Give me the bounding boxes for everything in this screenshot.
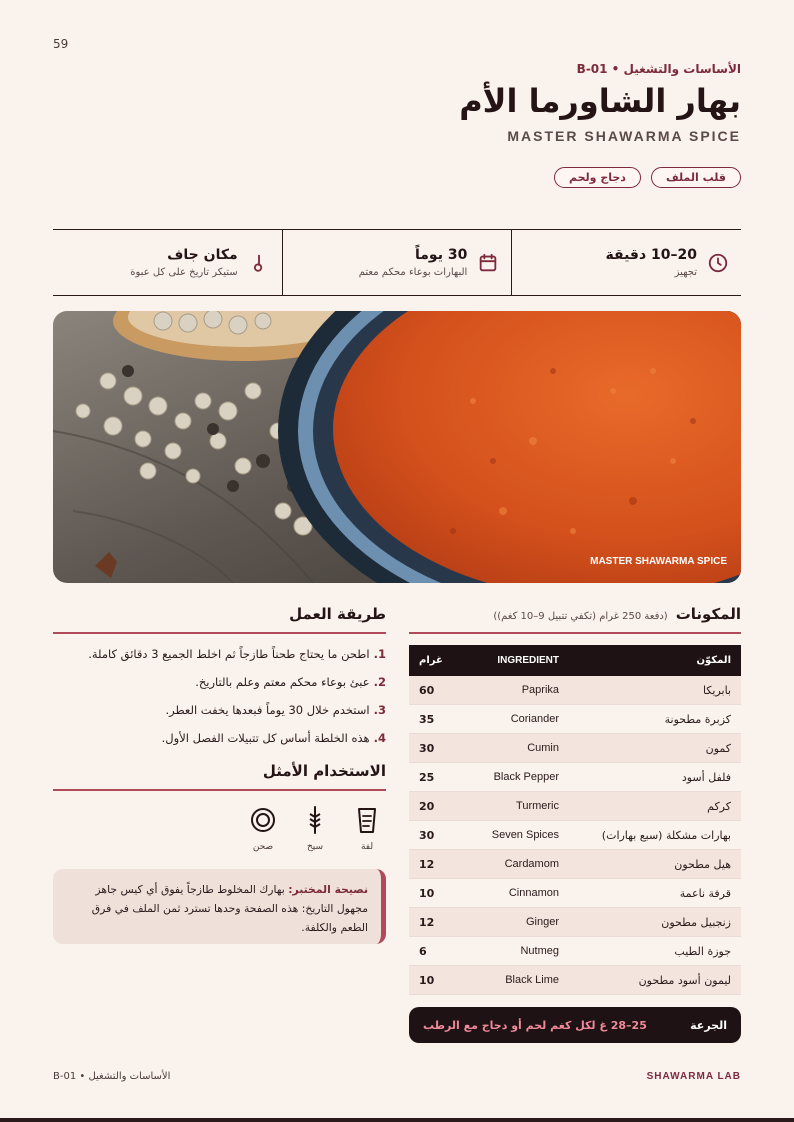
- table-row: [409, 966, 741, 995]
- ingredient-grams: 35: [419, 712, 435, 726]
- bottom-bar: [0, 1118, 794, 1122]
- dose-value: 25–28 غ لكل كغم لحم أو دجاج مع الرطب: [423, 1018, 647, 1032]
- page-number: 59: [53, 37, 69, 51]
- page-subtitle: MASTER SHAWARMA SPICE: [507, 128, 741, 144]
- tip-text: بهارك المخلوط طازجاً يفوق أي كيس جاهز مجهول التاريخ: هذه الصفحة وحدها تسترد ثمن الملف في فرق الطعم والكلفة.: [91, 883, 368, 934]
- ingredient-grams: 10: [419, 886, 435, 900]
- hero-caption: MASTER SHAWARMA SPICE: [590, 556, 727, 567]
- tag-core: قلب الملف: [651, 167, 741, 188]
- ingredient-name-en: Nutmeg: [520, 945, 559, 957]
- step-number: 2.: [373, 675, 386, 689]
- tip-label: نصيحة المختبر:: [288, 883, 368, 896]
- method-title: طريقة العمل: [289, 605, 386, 623]
- spice-photo-illustration: [53, 311, 741, 583]
- stat-storage-label: ستيكر تاريخ على كل عبوة: [130, 267, 238, 278]
- table-row: [409, 792, 741, 821]
- ingredient-name-en: Turmeric: [516, 800, 559, 812]
- step-text: عبئ بوعاء محكم معتم وعلم بالتاريخ.: [195, 675, 370, 689]
- ingredient-name-ar: كزبرة مطحونة: [664, 712, 731, 726]
- ingredients-header: [409, 605, 741, 623]
- ingredient-grams: 12: [419, 915, 435, 929]
- method-divider: [53, 632, 386, 634]
- usage-wrap-label: لفة: [360, 842, 374, 852]
- ingredient-grams: 6: [419, 944, 427, 958]
- lab-tip: [53, 869, 386, 944]
- step-text: هذه الخلطة أساس كل تتبيلات الفصل الأول.: [161, 731, 370, 745]
- ingredient-grams: 20: [419, 799, 435, 813]
- header-ingredient-en: INGREDIENT: [497, 655, 559, 666]
- dose-label: الجرعة: [690, 1018, 727, 1032]
- wrap-icon: [354, 806, 380, 834]
- stat-prep-value: 20–10 دقيقة: [605, 247, 697, 263]
- ingredient-grams: 30: [419, 741, 435, 755]
- method-section: [53, 605, 386, 791]
- footer-section: الأساسات والتشغيل • B-01: [53, 1071, 171, 1082]
- usage-title: الاستخدام الأمثل: [262, 762, 386, 780]
- ingredient-name-ar: هيل مطحون: [674, 857, 731, 871]
- step-number: 4.: [373, 731, 386, 745]
- footer-brand: SHAWARMA LAB: [646, 1071, 741, 1082]
- tag-protein: دجاج ولحم: [554, 167, 641, 188]
- usage-skewer: [300, 806, 330, 852]
- ingredient-name-en: Paprika: [521, 684, 559, 696]
- table-header-row: [409, 645, 741, 676]
- list-item: [53, 730, 386, 746]
- stat-prep: [511, 230, 741, 295]
- stats-bar: [53, 229, 741, 296]
- skewer-icon: [302, 806, 328, 834]
- dose-bar: [409, 1007, 741, 1043]
- calendar-icon: [477, 252, 499, 274]
- usage-plate-label: صحن: [252, 842, 274, 852]
- ingredient-grams: 25: [419, 770, 435, 784]
- usage-icons: [248, 806, 382, 852]
- stat-prep-label: تجهيز: [674, 267, 697, 278]
- ingredient-name-en: Black Pepper: [493, 771, 559, 783]
- stat-shelf-value: 30 يوماً: [415, 247, 468, 263]
- ingredients-divider: [409, 632, 741, 634]
- list-item: [53, 646, 386, 662]
- step-text: استخدم خلال 30 يوماً فبعدها يخفت العطر.: [165, 703, 370, 717]
- list-item: [53, 702, 386, 718]
- ingredient-name-ar: ليمون أسود مطحون: [638, 973, 731, 987]
- usage-wrap: [352, 806, 382, 852]
- stat-shelf-label: البهارات بوعاء محكم معتم: [358, 267, 468, 278]
- ingredient-name-ar: بابريكا: [702, 683, 731, 697]
- ingredient-grams: 12: [419, 857, 435, 871]
- table-row: [409, 676, 741, 705]
- page-title: بهار الشاورما الأم: [459, 82, 741, 120]
- table-row: [409, 821, 741, 850]
- thermometer-icon: [248, 252, 270, 274]
- step-number: 1.: [373, 647, 386, 661]
- method-steps: [53, 646, 386, 746]
- ingredient-name-ar: فلفل أسود: [681, 770, 731, 784]
- header-ingredient-ar: المكوّن: [696, 655, 731, 666]
- ingredient-name-en: Cinnamon: [508, 887, 559, 899]
- step-text: اطحن ما يحتاج طحناً طازجاً ثم اخلط الجميع 3 دقائق كاملة.: [88, 647, 370, 661]
- ingredient-name-ar: قرفة ناعمة: [679, 886, 731, 900]
- stat-storage: [53, 230, 282, 295]
- list-item: [53, 674, 386, 690]
- ingredient-name-en: Seven Spices: [491, 829, 559, 841]
- ingredient-name-ar: كمون: [705, 741, 731, 755]
- table-row: [409, 908, 741, 937]
- ingredient-name-ar: بهارات مشكلة (سبع بهارات): [601, 828, 731, 842]
- page-header: [459, 62, 741, 144]
- usage-plate: [248, 806, 278, 852]
- ingredient-grams: 30: [419, 828, 435, 842]
- ingredient-name-en: Ginger: [525, 916, 559, 928]
- usage-divider: [53, 789, 386, 791]
- ingredients-table: [409, 645, 741, 995]
- usage-skewer-label: سيخ: [306, 842, 324, 852]
- ingredient-name-en: Cumin: [527, 742, 559, 754]
- stat-storage-value: مكان جاف: [167, 247, 238, 263]
- table-row: [409, 850, 741, 879]
- table-row: [409, 879, 741, 908]
- ingredient-name-en: Coriander: [510, 713, 559, 725]
- ingredients-title: المكونات: [675, 605, 741, 623]
- plate-icon: [250, 806, 276, 834]
- ingredient-name-en: Cardamom: [504, 858, 559, 870]
- batch-note: (دفعة 250 غرام (تكفي تتبيل 9–10 كغم)): [493, 611, 668, 622]
- table-row: [409, 763, 741, 792]
- section-kicker: الأساسات والتشغيل • B-01: [576, 62, 741, 76]
- step-number: 3.: [373, 703, 386, 717]
- stat-shelf-life: [282, 230, 512, 295]
- hero-photo: [53, 311, 741, 583]
- ingredient-name-ar: كركم: [707, 799, 731, 813]
- table-row: [409, 705, 741, 734]
- tag-list: [554, 167, 741, 188]
- table-row: [409, 734, 741, 763]
- ingredient-name-en: Black Lime: [505, 974, 559, 986]
- clock-icon: [707, 252, 729, 274]
- header-grams: غرام: [419, 655, 443, 666]
- ingredient-grams: 60: [419, 683, 435, 697]
- ingredient-name-ar: زنجبيل مطحون: [661, 915, 731, 929]
- ingredient-grams: 10: [419, 973, 435, 987]
- ingredient-name-ar: جوزة الطيب: [674, 944, 731, 958]
- table-row: [409, 937, 741, 966]
